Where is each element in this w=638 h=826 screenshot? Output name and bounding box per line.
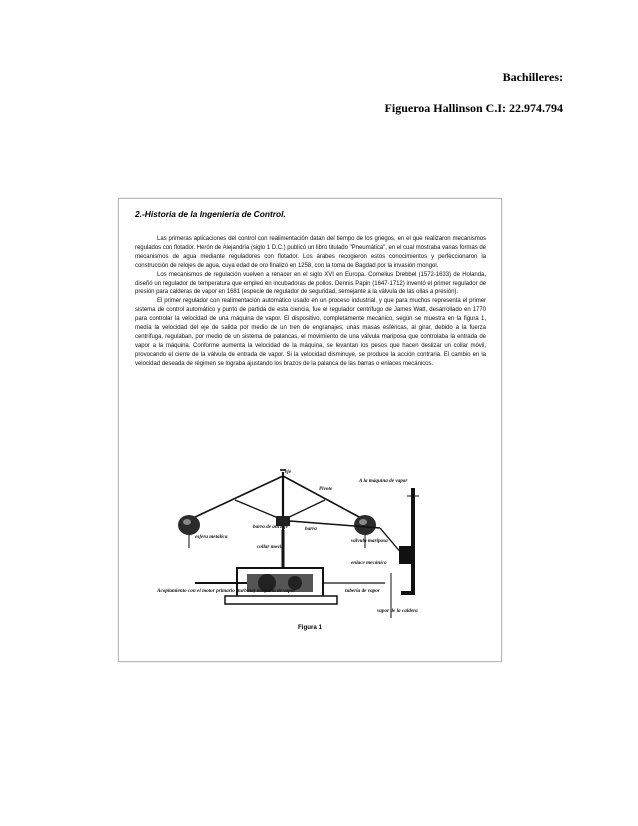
label-esfera-metalica: esfera metalica xyxy=(195,534,228,540)
label-valvula-mariposa: válvula mariposa xyxy=(351,538,388,544)
label-barra: barra xyxy=(305,526,317,532)
paragraph-1: Las primeras aplicaciones del control con realimentación datan del tiempo de los griegos, en el que realizaron mecanismos regulados con flotador. Herón de Alejandría (siglo 1 D.C.) publicó un libro titulado "Pneumática", en el cual mostraba varias formas de mecanismos de agua mediante reguladores con flotador. Los árabes recogieron estos conocimientos y perfeccionaron la construcción de relojes de agua, cuya edad de oro finalizó en 1258, con la toma de Bagdad por la invasión mongol. xyxy=(135,236,486,269)
label-barra-de-anclaje: barra de anclaje xyxy=(253,524,288,530)
header-bachilleres: Bachilleres: xyxy=(502,70,563,84)
watt-governor-drawing xyxy=(155,468,455,628)
label-enlace-mecanico: enlace mecánico xyxy=(351,560,387,566)
scanned-page-title: 2.-Historia de la Ingeniería de Control. xyxy=(135,209,286,219)
header-student-name-id: Figueroa Hallinson C.I: 22.974.794 xyxy=(384,101,563,115)
paragraph-3: El primer regulador con realimentación automático usado en un proceso industrial, y que para muchos representa el primer sistema de control automático y punto de partida de esta ciencia, fue el regulador centrífugo de James Watt, desarrollado en 1770 para controlar la velocidad de una máquina de vapor. El dispositivo, completamente mecánico, según se muestra en la figura 1, medía la velocidad del eje de salida por medio de un tren de engranajes; unas masas esféricas, al girar, debido a la fuerza centrífuga, regulaban, por medio de un sistema de palancas, el movimiento de una válvula mariposa que controlaba la entrada de vapor a la máquina. Conforme aumenta la velocidad de la máquina, se levantan los pesos que hacen deslizar un collar móvil, provocando el cierre de la válvula de entrada de vapor. Si la velocidad disminuye, se produce la acción contraria. El cambio en la velocidad deseada de régimen se lograba ajustando los brazos de la palanca de las barras o enlaces mecánicos. xyxy=(135,298,486,367)
figure-caption: Figura 1 xyxy=(297,624,323,631)
label-tuberia-de-vapor: tubería de vapor xyxy=(345,588,380,594)
label-pivote: Pivote xyxy=(319,486,333,492)
scanned-page-image xyxy=(118,198,502,662)
label-eje: eje xyxy=(285,469,292,475)
label-acoplamiento: Acoplamiento con el motor primario (turbina) maquina de vapor xyxy=(157,588,296,594)
label-collar-movil: collar movil xyxy=(257,544,283,550)
label-vapor-de-la-caldera: vapor de la caldera xyxy=(377,608,418,614)
scanned-page-body xyxy=(135,235,486,369)
watt-governor-figure xyxy=(155,468,455,628)
paragraph-2: Los mecanismos de regulación vuelven a renacer en el siglo XVI en Europa. Cornelius Drebbel (1572-1633) de Holanda, diseñó un regulador de temperatura que empleó en incubadoras de pollos. Dennis Papin (1647-1712) inventó el primer regulador de presión para calderas de vapor en 1681 (especie de regulador de seguridad, semejante a la válvula de las ollas a presión). xyxy=(135,271,486,296)
label-a-la-maquina-de-vapor: A la máquina de vapor xyxy=(359,478,408,484)
